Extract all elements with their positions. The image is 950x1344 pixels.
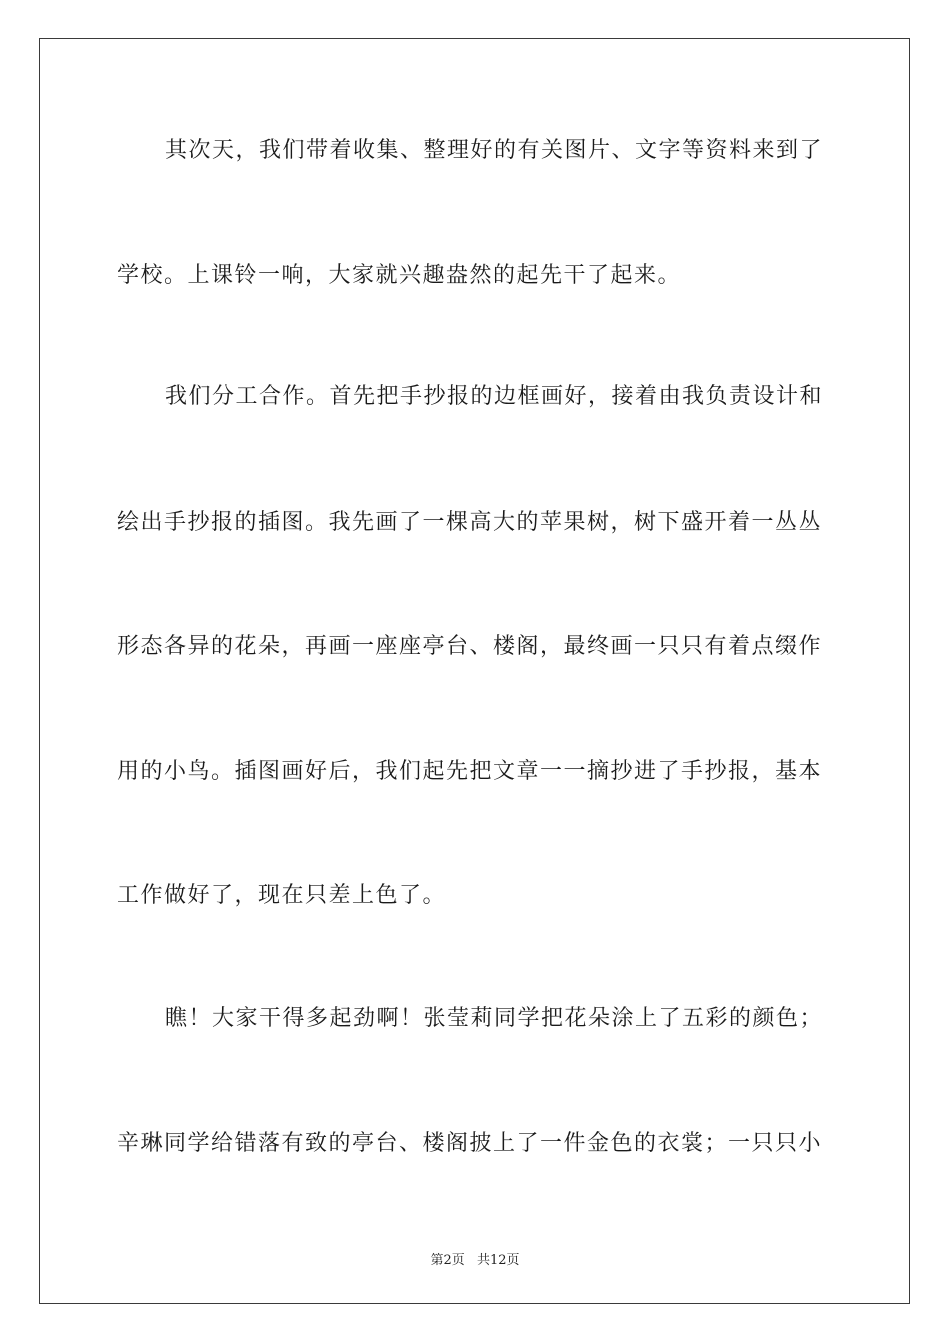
page-border <box>39 38 910 1304</box>
paragraph-line: 学校。上课铃一响，大家就兴趣盎然的起先干了起来。 <box>117 263 682 288</box>
paragraph-line: 工作做好了，现在只差上色了。 <box>117 883 447 908</box>
paragraph-line: 其次天，我们带着收集、整理好的有关图片、文字等资料来到了 <box>165 138 824 163</box>
paragraph-line: 瞧！大家干得多起劲啊！张莹莉同学把花朵涂上了五彩的颜色； <box>165 1006 824 1031</box>
page-footer <box>0 1249 950 1268</box>
paragraph-line: 我们分工合作。首先把手抄报的边框画好，接着由我负责设计和 <box>165 384 824 409</box>
paragraph-line: 形态各异的花朵，再画一座座亭台、楼阁，最终画一只只有着点缀作 <box>117 634 823 659</box>
page-total: 共12页 <box>476 1253 520 1268</box>
paragraph-line: 绘出手抄报的插图。我先画了一棵高大的苹果树，树下盛开着一丛丛 <box>117 510 823 535</box>
paragraph-line: 用的小鸟。插图画好后，我们起先把文章一一摘抄进了手抄报，基本 <box>117 759 823 784</box>
page-number: 第2页 <box>430 1253 465 1268</box>
paragraph-line: 辛琳同学给错落有致的亭台、楼阁披上了一件金色的衣裳；一只只小 <box>117 1131 823 1156</box>
